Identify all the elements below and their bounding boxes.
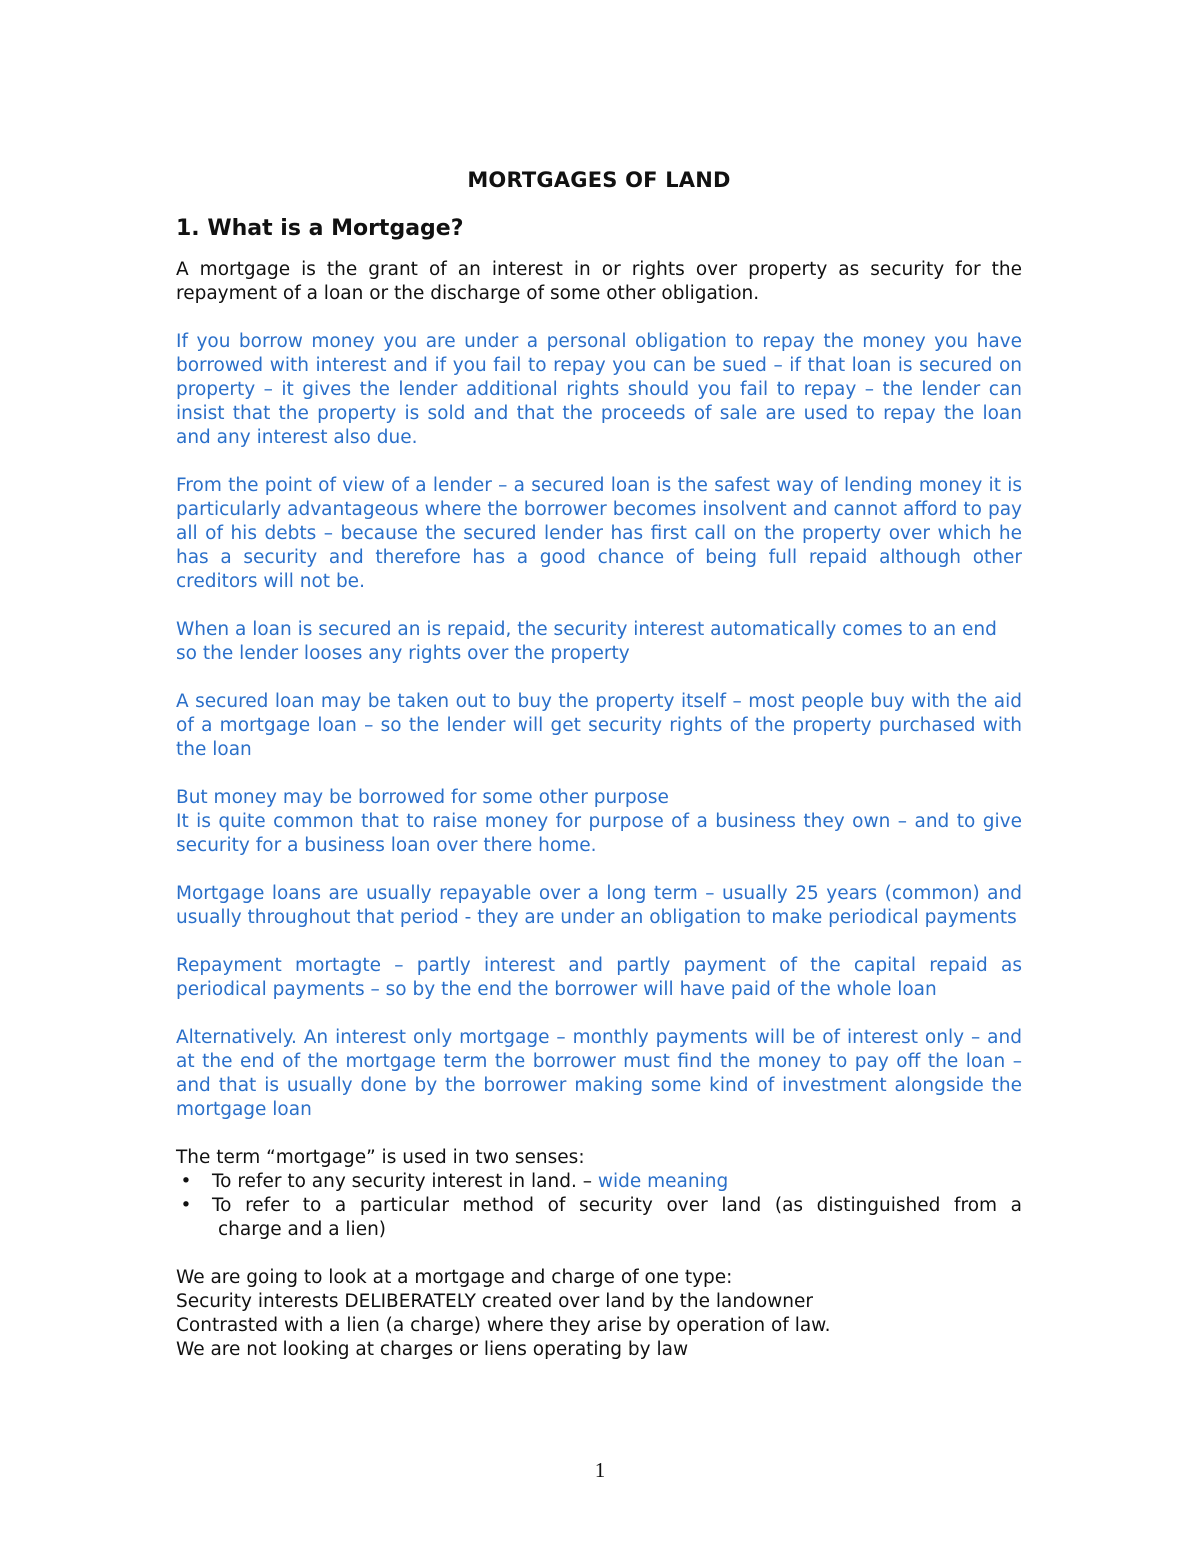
section-heading: 1. What is a Mortgage?: [176, 216, 464, 241]
paragraph-buy-property: A secured loan may be taken out to buy the property itself – most people buy with the aid of a mortgage loan – so the lender will get security rights of the property purchased with the loan: [176, 691, 1022, 760]
bullet-text-continued: charge and a lien): [218, 1219, 387, 1240]
paragraph-repayment-mortgage: Repayment mortagte – partly interest and partly payment of the capital repaid as periodical payments – so by the end the borrower will have paid of the whole loan: [176, 955, 1022, 1000]
paragraph-other-purpose: [176, 786, 1022, 858]
bullet-highlight: wide meaning: [597, 1171, 729, 1192]
scope-line: We are going to look at a mortgage and charge of one type:: [176, 1267, 733, 1288]
scope-line: We are not looking at charges or liens operating by law: [176, 1339, 689, 1360]
paragraph-long-term: Mortgage loans are usually repayable over a long term – usually 25 years (common) and usually throughout that period - they are under an obligation to make periodical payments: [176, 883, 1022, 928]
business-loan-text: It is quite common that to raise money for purpose of a business they own – and to give security for a business loan over there home.: [176, 811, 1022, 856]
scope-line: Security interests DELIBERATELY created over land by the landowner: [176, 1291, 813, 1312]
paragraph-lender-view: From the point of view of a lender – a secured loan is the safest way of lending money it is particularly advantageous where the borrower becomes insolvent and cannot afford to pay all of his debts – because the secured lender has first call on the property over which he has a security and therefore has a good chance of being full repaid although other creditors will not be.: [176, 475, 1022, 592]
list-item: [176, 1194, 1022, 1242]
paragraph-two-senses-intro: The term “mortgage” is used in two senses:: [176, 1147, 585, 1168]
bullet-text: To refer to any security interest in land. –: [212, 1171, 592, 1192]
paragraph-interest-only: Alternatively. An interest only mortgage – monthly payments will be of interest only – and at the end of the mortgage term the borrower must find the money to pay off the loan – and that is usually done by the borrower making some kind of investment alongside the mortgage loan: [176, 1027, 1022, 1120]
paragraph-scope: [176, 1266, 1022, 1362]
senses-list: [176, 1170, 1022, 1242]
page-content: [176, 166, 1022, 1386]
scope-line: Contrasted with a lien (a charge) where they arise by operation of law.: [176, 1315, 831, 1336]
list-item: [176, 1170, 1022, 1194]
paragraph-definition: A mortgage is the grant of an interest in or rights over property as security for the repayment of a loan or the discharge of some other obligation.: [176, 259, 1022, 304]
document-title: MORTGAGES OF LAND: [467, 168, 731, 192]
paragraph-loan-repaid: When a loan is secured an is repaid, the security interest automatically comes to an end so the lender looses any rights over the property: [176, 619, 997, 664]
page-number: 1: [594, 1458, 606, 1482]
paragraph-personal-obligation: If you borrow money you are under a personal obligation to repay the money you have borrowed with interest and if you fail to repay you can be sued – if that loan is secured on property – it gives the lender additional rights should you fail to repay – the lender can insist that the property is sold and that the proceeds of sale are used to repay the loan and any interest also due.: [176, 331, 1022, 448]
bullet-icon: •: [180, 1171, 192, 1192]
bullet-icon: •: [180, 1195, 192, 1216]
bullet-text: To refer to a particular method of security over land (as distinguished from a: [212, 1195, 1022, 1216]
other-purpose-line: But money may be borrowed for some other purpose: [176, 787, 669, 808]
